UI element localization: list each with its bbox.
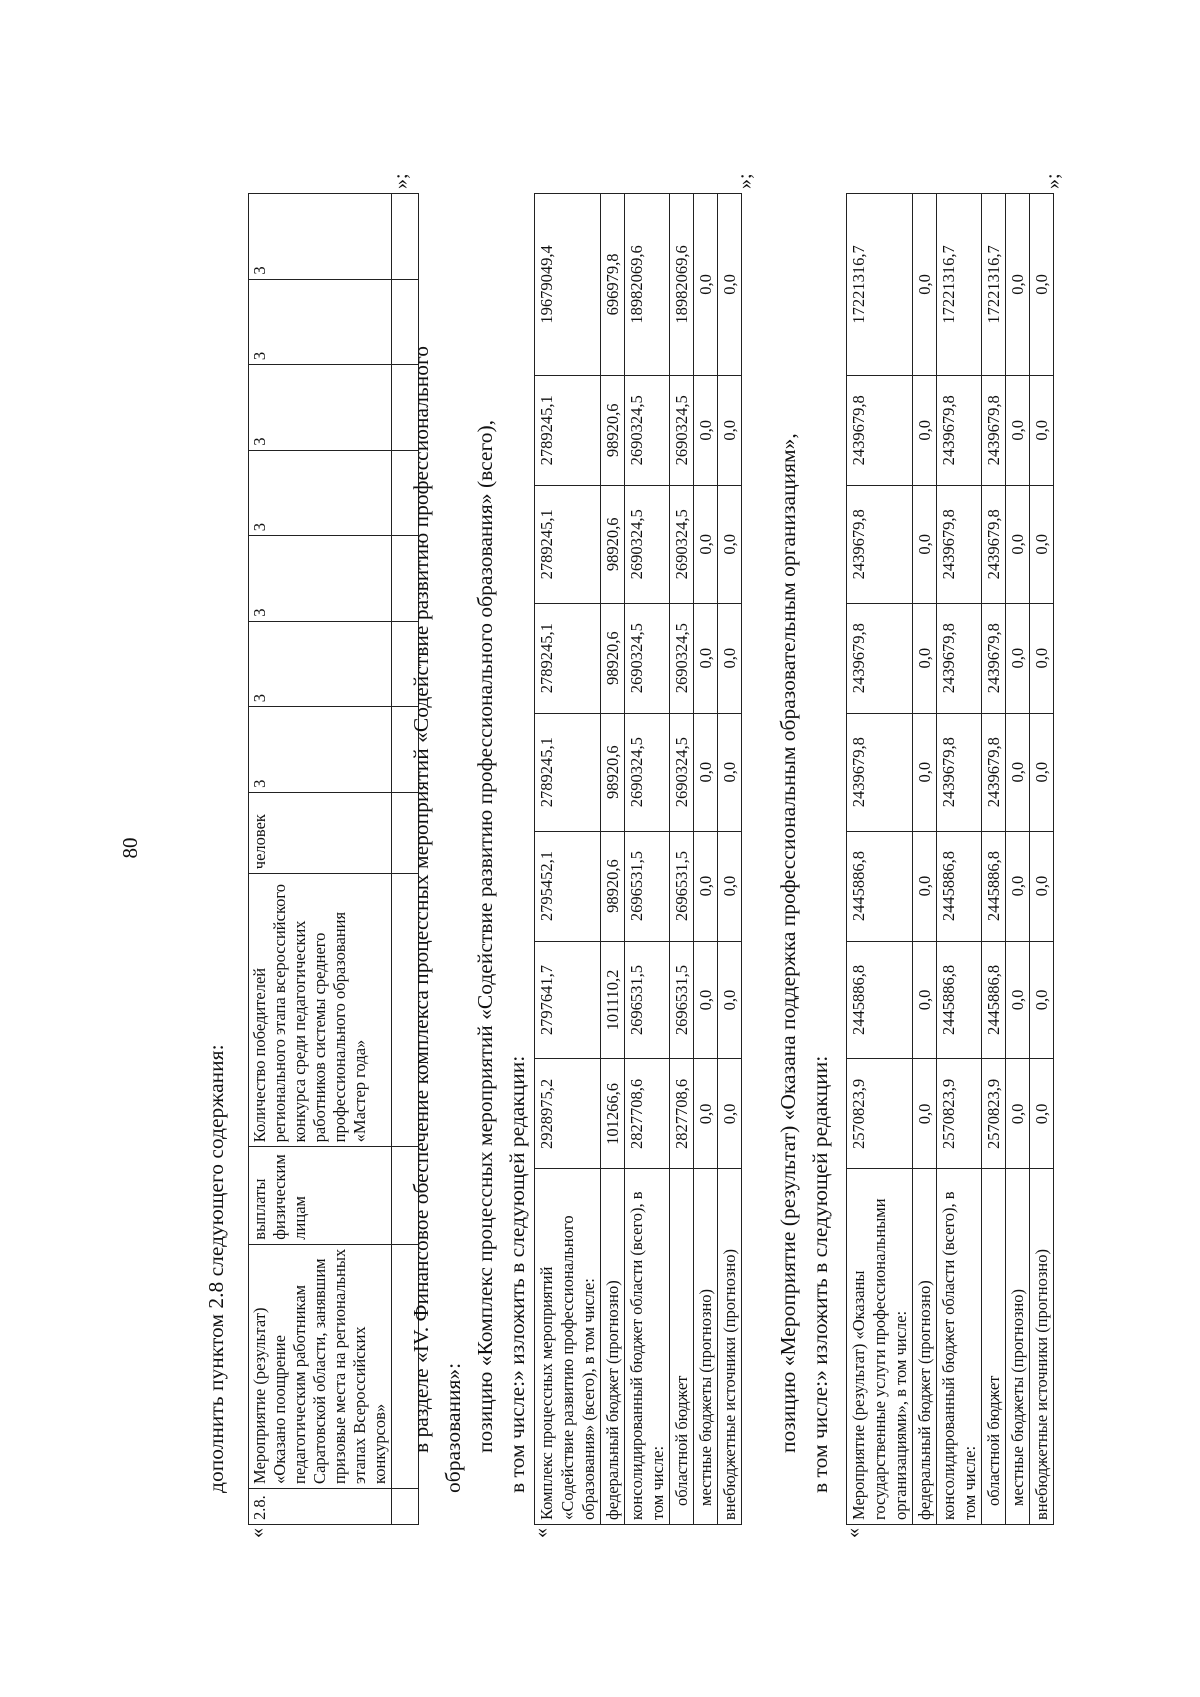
value-cell: 3 xyxy=(249,194,392,280)
value-cell: 0,0 xyxy=(1006,1059,1030,1169)
table-row xyxy=(670,194,694,1525)
row-label: Мероприятие (результат) «Оказаны государственные услуги профессиональными организациями», в том числе: xyxy=(847,1169,913,1525)
value-cell: 0,0 xyxy=(913,375,937,485)
row-label: федеральный бюджет (прогнозно) xyxy=(601,1169,625,1525)
value-cell: 98920,6 xyxy=(601,713,625,831)
position-measure-line1: позицию «Мероприятие (результат) «Оказана поддержка профессиональным образовательным организациям», xyxy=(776,433,800,1453)
value-cell: 0,0 xyxy=(718,375,742,485)
value-cell: 0,0 xyxy=(913,713,937,831)
table-row xyxy=(625,194,670,1525)
value-cell: 0,0 xyxy=(694,1059,718,1169)
value-cell: 18982069,6 xyxy=(670,194,694,376)
row-label: внебюджетные источники (прогнозно) xyxy=(1030,1169,1054,1525)
value-cell: 98920,6 xyxy=(601,603,625,713)
table-row xyxy=(937,194,982,1525)
value-cell: 17221316,7 xyxy=(982,194,1006,376)
value-cell: 0,0 xyxy=(718,941,742,1059)
value-cell: 2439679,8 xyxy=(937,603,982,713)
table2-close-mark: »; xyxy=(734,173,756,189)
value-cell: 2445886,8 xyxy=(982,941,1006,1059)
value-cell: 2570823,9 xyxy=(937,1059,982,1169)
value-cell: 0,0 xyxy=(694,603,718,713)
value-cell: 2439679,8 xyxy=(847,603,913,713)
table-row xyxy=(718,194,742,1525)
value-cell: 0,0 xyxy=(1006,375,1030,485)
table-row xyxy=(535,194,601,1525)
value-cell: 3 xyxy=(249,365,392,451)
value-cell: 101110,2 xyxy=(601,941,625,1059)
item-type: выплаты физическим лицам xyxy=(249,1147,392,1244)
value-cell: 3 xyxy=(249,536,392,622)
section-iv-line1: в разделе «IV. Финансовое обеспечение комплекса процессных мероприятий «Содействие развитию профессионального xyxy=(409,345,433,1453)
value-cell: 2690324,5 xyxy=(625,713,670,831)
value-cell: 2690324,5 xyxy=(625,485,670,603)
value-cell: 2690324,5 xyxy=(670,713,694,831)
value-cell: 0,0 xyxy=(913,1059,937,1169)
value-cell: 2789245,1 xyxy=(535,485,601,603)
table-item-2-8 xyxy=(248,193,419,1525)
value-cell: 2696531,5 xyxy=(670,941,694,1059)
value-cell: 0,0 xyxy=(1006,485,1030,603)
table-row xyxy=(982,194,1006,1525)
table1-open-quote: « xyxy=(246,1528,268,1538)
value-cell: 2439679,8 xyxy=(982,375,1006,485)
value-cell: 98920,6 xyxy=(601,831,625,941)
value-cell: 2690324,5 xyxy=(670,603,694,713)
value-cell: 0,0 xyxy=(694,375,718,485)
section-iv-line2: образования»: xyxy=(441,1362,465,1493)
value-cell: 0,0 xyxy=(1006,941,1030,1059)
value-cell: 2795452,1 xyxy=(535,831,601,941)
item-name: Мероприятие (результат) «Оказано поощрение педагогическим работникам Саратовской области, занявшим призовые места на региональных этапах Всероссийских конкурсов» xyxy=(249,1244,392,1488)
value-cell: 0,0 xyxy=(913,941,937,1059)
value-cell: 0,0 xyxy=(913,831,937,941)
value-cell: 0,0 xyxy=(1030,194,1054,376)
value-cell: 2570823,9 xyxy=(847,1059,913,1169)
value-cell: 2445886,8 xyxy=(847,941,913,1059)
value-cell: 2789245,1 xyxy=(535,375,601,485)
value-cell: 2827708,6 xyxy=(625,1059,670,1169)
row-label: консолидированный бюджет области (всего), в том числе: xyxy=(937,1169,982,1525)
value-cell: 0,0 xyxy=(913,603,937,713)
value-cell: 3 xyxy=(249,279,392,365)
value-cell: 0,0 xyxy=(1030,375,1054,485)
table2-open-quote: « xyxy=(530,1528,552,1538)
item-number: 2.8. xyxy=(249,1488,392,1524)
value-cell: 101266,6 xyxy=(601,1059,625,1169)
value-cell: 2445886,8 xyxy=(937,831,982,941)
row-label: местные бюджеты (прогнозно) xyxy=(1006,1169,1030,1525)
table-complex-financing xyxy=(534,193,742,1525)
value-cell: 0,0 xyxy=(694,831,718,941)
value-cell: 0,0 xyxy=(694,485,718,603)
position-complex-line1: позицию «Комплекс процессных мероприятий «Содействие развитию профессионального образования» (всего), xyxy=(473,419,497,1453)
value-cell: 2439679,8 xyxy=(847,375,913,485)
position-measure-line2: в том числе:» изложить в следующей редакции: xyxy=(808,1055,832,1493)
value-cell: 2690324,5 xyxy=(625,375,670,485)
value-cell: 0,0 xyxy=(718,831,742,941)
value-cell: 2789245,1 xyxy=(535,713,601,831)
table-row xyxy=(694,194,718,1525)
value-cell: 0,0 xyxy=(718,603,742,713)
value-cell: 0,0 xyxy=(718,194,742,376)
value-cell: 2439679,8 xyxy=(847,485,913,603)
value-cell: 2696531,5 xyxy=(625,831,670,941)
row-label: консолидированный бюджет области (всего), в том числе: xyxy=(625,1169,670,1525)
value-cell: 0,0 xyxy=(718,1059,742,1169)
value-cell: 0,0 xyxy=(718,485,742,603)
table-measure-financing xyxy=(846,193,1054,1525)
row-label: внебюджетные источники (прогнозно) xyxy=(718,1169,742,1525)
value-cell: 2570823,9 xyxy=(982,1059,1006,1169)
value-cell: 98920,6 xyxy=(601,485,625,603)
row-label: местные бюджеты (прогнозно) xyxy=(694,1169,718,1525)
value-cell: 0,0 xyxy=(1006,713,1030,831)
value-cell: 0,0 xyxy=(1006,831,1030,941)
document-page xyxy=(60,83,1140,1613)
value-cell: 0,0 xyxy=(913,194,937,376)
value-cell: 2445886,8 xyxy=(937,941,982,1059)
value-cell: 2827708,6 xyxy=(670,1059,694,1169)
value-cell: 2439679,8 xyxy=(847,713,913,831)
value-cell: 0,0 xyxy=(694,194,718,376)
value-cell: 0,0 xyxy=(694,941,718,1059)
value-cell: 2439679,8 xyxy=(982,485,1006,603)
value-cell: 0,0 xyxy=(1030,485,1054,603)
value-cell: 0,0 xyxy=(694,713,718,831)
value-cell: 3 xyxy=(249,450,392,536)
value-cell: 2445886,8 xyxy=(982,831,1006,941)
item-indicator: Количество победителей регионального этапа всероссийского конкурса среди педагогических работников системы среднего профессионального образования «Мастер года» xyxy=(249,874,392,1147)
table3-open-quote: « xyxy=(842,1528,864,1538)
value-cell: 2797641,7 xyxy=(535,941,601,1059)
value-cell: 2690324,5 xyxy=(670,485,694,603)
value-cell: 2696531,5 xyxy=(670,831,694,941)
value-cell: 2690324,5 xyxy=(670,375,694,485)
table-row xyxy=(1006,194,1030,1525)
value-cell: 0,0 xyxy=(718,713,742,831)
row-label: областной бюджет xyxy=(670,1169,694,1525)
value-cell: 2696531,5 xyxy=(625,941,670,1059)
table1-close-mark: »; xyxy=(390,173,412,189)
table-row xyxy=(601,194,625,1525)
page-number: 80 xyxy=(118,837,142,859)
value-cell: 19679049,4 xyxy=(535,194,601,376)
value-cell: 2439679,8 xyxy=(937,713,982,831)
row-label: федеральный бюджет (прогнозно) xyxy=(913,1169,937,1525)
value-cell: 17221316,7 xyxy=(847,194,913,376)
table-row xyxy=(847,194,913,1525)
value-cell: 3 xyxy=(249,707,392,793)
value-cell: 2439679,8 xyxy=(982,603,1006,713)
table-row xyxy=(1030,194,1054,1525)
value-cell: 0,0 xyxy=(1030,941,1054,1059)
item-unit: человек xyxy=(249,792,392,873)
value-cell: 2439679,8 xyxy=(937,485,982,603)
intro-text: дополнить пунктом 2.8 следующего содержания: xyxy=(204,1044,228,1493)
row-label: областной бюджет xyxy=(982,1169,1006,1525)
table3-close-mark: »; xyxy=(1042,173,1064,189)
value-cell: 2439679,8 xyxy=(982,713,1006,831)
value-cell: 3 xyxy=(249,621,392,707)
value-cell: 696979,8 xyxy=(601,194,625,376)
table-row xyxy=(913,194,937,1525)
value-cell: 0,0 xyxy=(1030,603,1054,713)
value-cell: 0,0 xyxy=(1006,194,1030,376)
value-cell: 0,0 xyxy=(1030,1059,1054,1169)
value-cell: 2690324,5 xyxy=(625,603,670,713)
value-cell: 18982069,6 xyxy=(625,194,670,376)
value-cell: 0,0 xyxy=(1030,713,1054,831)
position-complex-line2: в том числе:» изложить в следующей редакции: xyxy=(505,1055,529,1493)
value-cell: 98920,6 xyxy=(601,375,625,485)
value-cell: 2928975,2 xyxy=(535,1059,601,1169)
value-cell: 0,0 xyxy=(1030,831,1054,941)
value-cell: 17221316,7 xyxy=(937,194,982,376)
value-cell: 2445886,8 xyxy=(847,831,913,941)
value-cell: 0,0 xyxy=(913,485,937,603)
value-cell: 2439679,8 xyxy=(937,375,982,485)
value-cell: 2789245,1 xyxy=(535,603,601,713)
row-label: Комплекс процессных мероприятий «Содействие развитию профессионального образования» (всего), в том числе: xyxy=(535,1169,601,1525)
value-cell: 0,0 xyxy=(1006,603,1030,713)
